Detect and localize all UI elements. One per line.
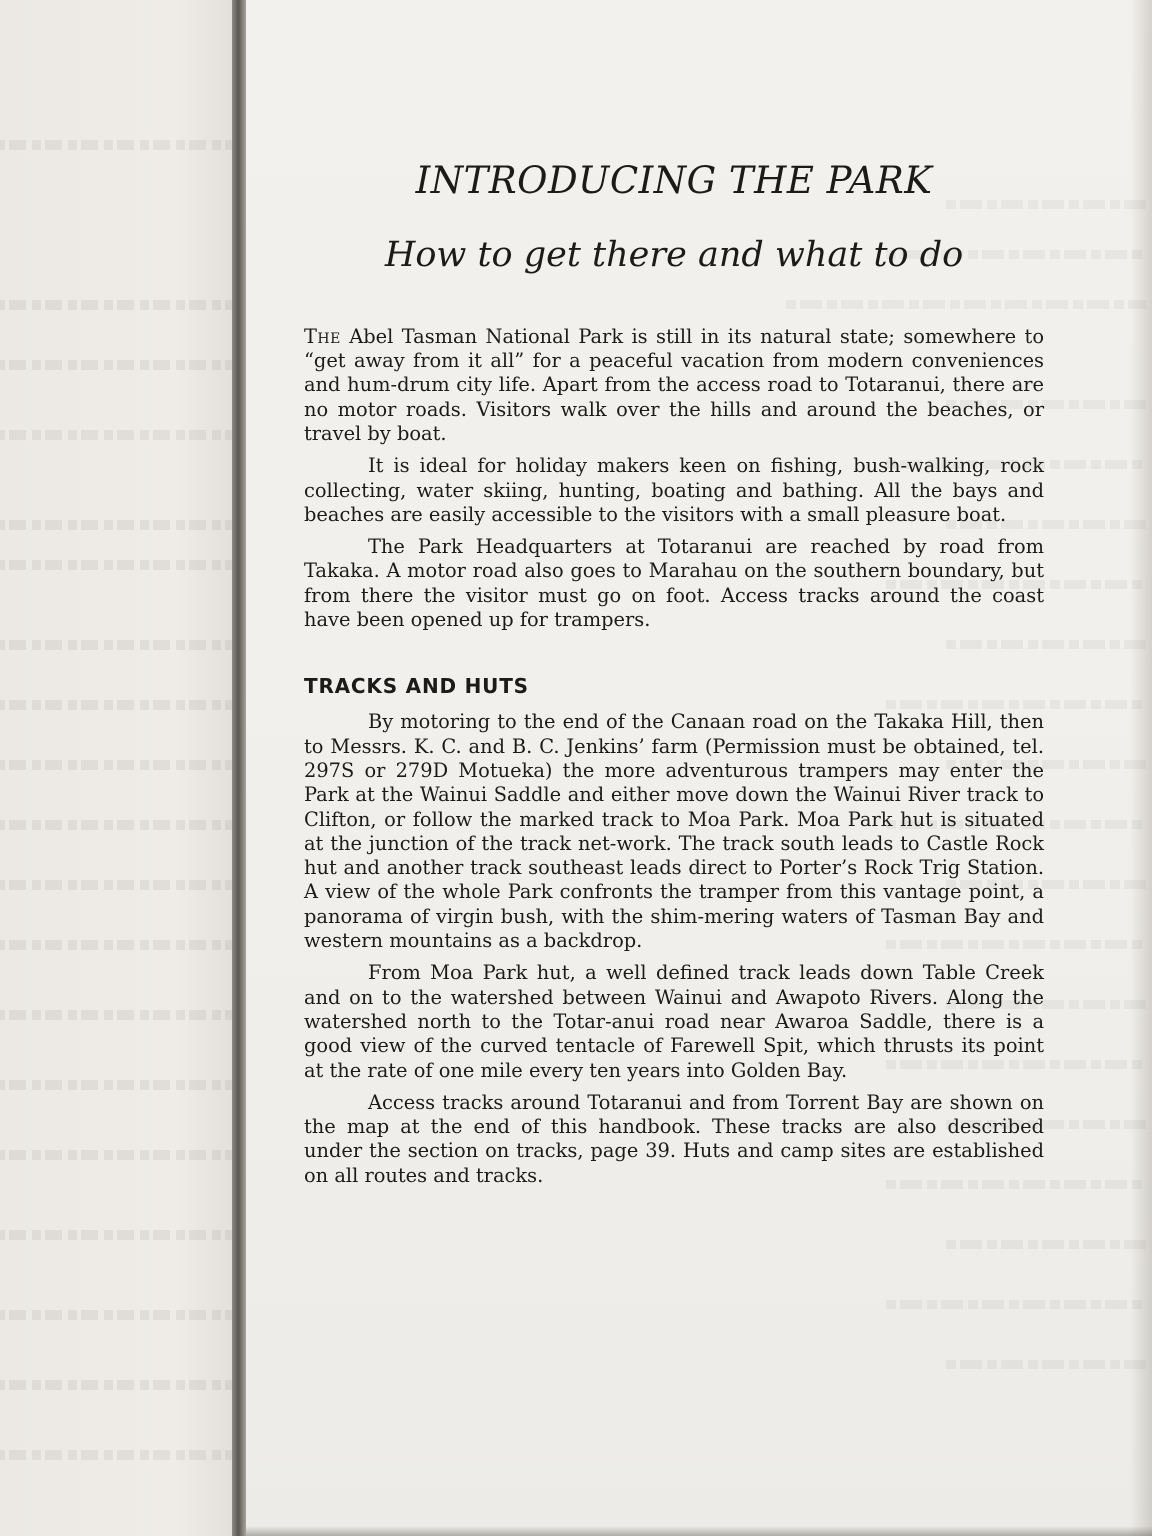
- intro-paragraph-3: The Park Headquarters at Totaranui are reached by road from Takaka. A motor road also goes to Marahau on the southern boundary, but from there the visitor must go on foot. Access tracks around the coast have been opened up for trampers.: [304, 535, 1044, 632]
- page-title: INTRODUCING THE PARK: [415, 159, 933, 202]
- page-content: [304, 160, 1044, 1196]
- page-subtitle: How to get there and what to do: [384, 234, 964, 275]
- section-heading-tracks: TRACKS AND HUTS: [304, 674, 529, 699]
- tracks-paragraph-2: From Moa Park hut, a well defined track leads down Table Creek and on to the watershed between Wainui and Awapoto Rivers. Along the watershed north to the Totar-anui road near Awaroa Saddle, there is a good view of the curved tentacle of Farewell Spit, which thrusts its point at the rate of one mile every ten years into Golden Bay.: [304, 961, 1044, 1082]
- intro-paragraph-1: [304, 325, 1044, 446]
- intro-paragraph-1-text: Abel Tasman National Park is still in its natural state; somewhere to “get away from it all” for a peaceful vacation from modern conveniences and hum-drum city life. Apart from the access road to Totaranui, there are no motor roads. Visitors walk over the hills and around the beaches, or travel by boat.: [304, 324, 1044, 445]
- tracks-paragraph-1: By motoring to the end of the Canaan road on the Takaka Hill, then to Messrs. K. C. and B. C. Jenkins’ farm (Permission must be obtained, tel. 297S or 279D Motueka) the more adventurous trampers may enter the Park at the Wainui Saddle and either move down the Wainui River track to Clifton, or follow the marked track to Moa Park. Moa Park hut is situated at the junction of the track net-work. The track south leads to Castle Rock hut and another track southeast leads direct to Porter’s Rock Trig Station. A view of the whole Park confronts the tramper from this vantage point, a panorama of virgin bush, with the shim-mering waters of Tasman Bay and western mountains as a backdrop.: [304, 710, 1044, 953]
- book-gutter: [232, 0, 246, 1536]
- left-page-show-through: [0, 0, 236, 1536]
- tracks-paragraph-3: Access tracks around Totaranui and from Torrent Bay are shown on the map at the end of this handbook. These tracks are also described under the section on tracks, page 39. Huts and camp sites are established on all routes and tracks.: [304, 1090, 1044, 1187]
- page-edge-shadow: [1130, 0, 1152, 1536]
- intro-lead-word: The: [304, 324, 341, 348]
- left-page: [0, 0, 236, 1536]
- intro-paragraph-2: It is ideal for holiday makers keen on fishing, bush-walking, rock collecting, water skiing, hunting, boating and bathing. All the bays and beaches are easily accessible to the visitors with a small pleasure boat.: [304, 454, 1044, 526]
- bottom-edge-shadow: [246, 1526, 1152, 1536]
- right-page: [246, 0, 1152, 1536]
